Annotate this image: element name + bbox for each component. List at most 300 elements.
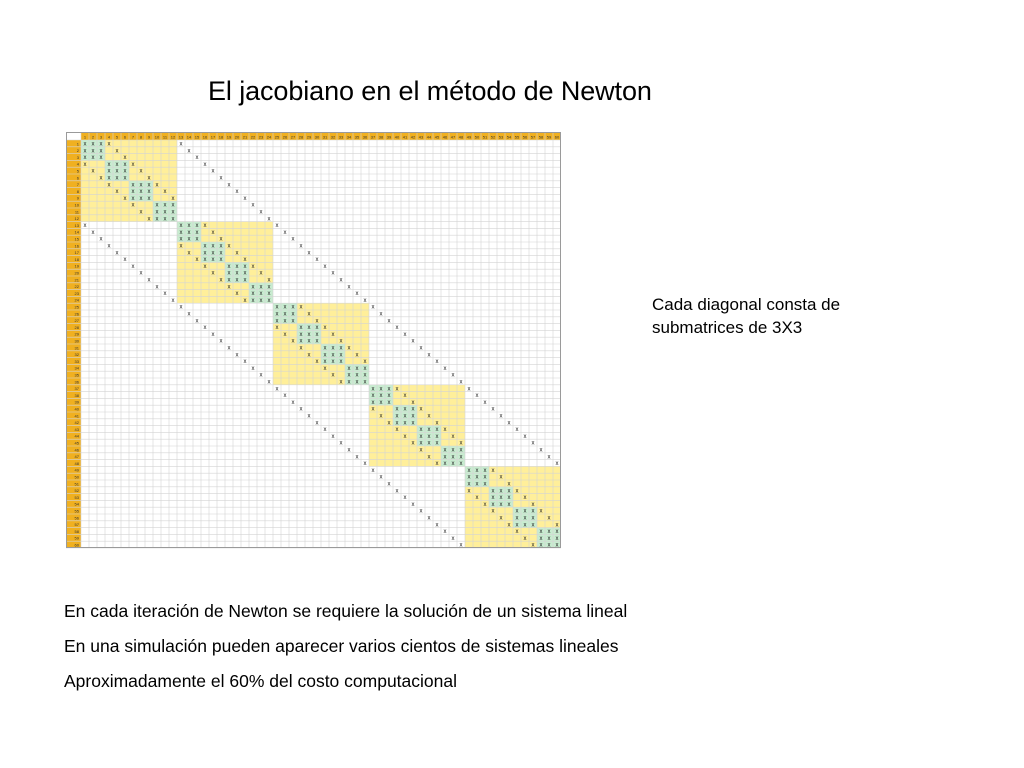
matrix-entry: x bbox=[515, 529, 519, 536]
matrix-entry: x bbox=[323, 263, 327, 270]
matrix-entry: x bbox=[227, 284, 231, 291]
matrix-entry: x bbox=[235, 277, 239, 284]
matrix-entry: x bbox=[507, 488, 511, 495]
row-index-label: 12 bbox=[74, 216, 79, 222]
column-index-label: 29 bbox=[306, 134, 312, 140]
matrix-entry: x bbox=[195, 318, 199, 325]
column-index-label: 20 bbox=[234, 134, 240, 140]
row-index-label: 5 bbox=[76, 168, 79, 174]
matrix-entry: x bbox=[355, 291, 359, 298]
matrix-entry: x bbox=[131, 161, 135, 168]
matrix-entry: x bbox=[139, 168, 143, 175]
matrix-entry: x bbox=[107, 175, 111, 182]
row-index-label: 47 bbox=[74, 454, 79, 460]
matrix-entry: x bbox=[475, 481, 479, 488]
matrix-entry: x bbox=[419, 433, 423, 440]
matrix-entry: x bbox=[467, 386, 471, 393]
matrix-entry: x bbox=[179, 229, 183, 236]
matrix-entry: x bbox=[195, 155, 199, 162]
matrix-entry: x bbox=[91, 148, 95, 155]
matrix-entry: x bbox=[395, 427, 399, 434]
side-note bbox=[652, 293, 912, 339]
matrix-entry: x bbox=[555, 542, 559, 549]
matrix-entry: x bbox=[363, 297, 367, 304]
matrix-entry: x bbox=[331, 372, 335, 379]
row-index-label: 21 bbox=[74, 277, 79, 283]
matrix-entry: x bbox=[355, 454, 359, 461]
matrix-entry: x bbox=[115, 175, 119, 182]
matrix-entry: x bbox=[491, 467, 495, 474]
matrix-entry: x bbox=[283, 393, 287, 400]
matrix-entry: x bbox=[523, 508, 527, 515]
matrix-entry: x bbox=[507, 522, 511, 529]
matrix-entry: x bbox=[251, 202, 255, 209]
matrix-entry: x bbox=[131, 202, 135, 209]
matrix-entry: x bbox=[83, 141, 87, 148]
matrix-entry: x bbox=[347, 345, 351, 352]
matrix-entry: x bbox=[555, 529, 559, 536]
matrix-entry: x bbox=[435, 420, 439, 427]
matrix-entry: x bbox=[531, 440, 535, 447]
matrix-entry: x bbox=[147, 182, 151, 189]
bullet-line-1: En cada iteración de Newton se requiere la solución de un sistema lineal bbox=[64, 601, 628, 621]
matrix-entry: x bbox=[523, 495, 527, 502]
matrix-entry: x bbox=[163, 202, 167, 209]
matrix-entry: x bbox=[363, 379, 367, 386]
matrix-entry: x bbox=[507, 495, 511, 502]
matrix-entry: x bbox=[371, 304, 375, 311]
matrix-entry: x bbox=[515, 522, 519, 529]
matrix-entry: x bbox=[291, 236, 295, 243]
row-index-label: 40 bbox=[74, 406, 79, 412]
jacobian-sparsity-grid bbox=[66, 132, 561, 552]
matrix-entry: x bbox=[323, 365, 327, 372]
matrix-entry: x bbox=[195, 229, 199, 236]
matrix-entry: x bbox=[91, 141, 95, 148]
matrix-entry: x bbox=[179, 236, 183, 243]
matrix-entry: x bbox=[515, 488, 519, 495]
matrix-entry: x bbox=[331, 345, 335, 352]
matrix-entry: x bbox=[395, 420, 399, 427]
matrix-entry: x bbox=[323, 427, 327, 434]
matrix-entry: x bbox=[339, 345, 343, 352]
column-index-label: 24 bbox=[266, 134, 272, 140]
row-index-label: 25 bbox=[74, 304, 79, 310]
matrix-entry: x bbox=[243, 277, 247, 284]
matrix-entry: x bbox=[379, 386, 383, 393]
matrix-entry: x bbox=[531, 515, 535, 522]
matrix-entry: x bbox=[251, 291, 255, 298]
matrix-entry: x bbox=[363, 359, 367, 366]
matrix-entry: x bbox=[459, 447, 463, 454]
matrix-entry: x bbox=[427, 515, 431, 522]
matrix-entry: x bbox=[195, 257, 199, 264]
matrix-entry: x bbox=[275, 325, 279, 332]
matrix-entry: x bbox=[547, 515, 551, 522]
matrix-entry: x bbox=[515, 427, 519, 434]
matrix-entry: x bbox=[155, 182, 159, 189]
matrix-entry: x bbox=[331, 270, 335, 277]
matrix-entry: x bbox=[315, 359, 319, 366]
matrix-entry: x bbox=[259, 297, 263, 304]
matrix-entry: x bbox=[299, 304, 303, 311]
column-index-label: 16 bbox=[202, 134, 208, 140]
matrix-entry: x bbox=[379, 474, 383, 481]
matrix-entry: x bbox=[315, 257, 319, 264]
matrix-entry: x bbox=[419, 406, 423, 413]
matrix-entry: x bbox=[147, 195, 151, 202]
matrix-entry: x bbox=[83, 223, 87, 230]
matrix-entry: x bbox=[91, 229, 95, 236]
column-index-label: 57 bbox=[530, 134, 536, 140]
matrix-entry: x bbox=[499, 495, 503, 502]
matrix-entry: x bbox=[91, 168, 95, 175]
matrix-entry: x bbox=[451, 535, 455, 542]
row-index-label: 31 bbox=[74, 345, 79, 351]
column-index-label: 47 bbox=[450, 134, 456, 140]
row-index-label: 29 bbox=[74, 331, 79, 337]
column-index-label: 31 bbox=[322, 134, 328, 140]
matrix-entry: x bbox=[99, 175, 103, 182]
matrix-entry: x bbox=[99, 155, 103, 162]
matrix-entry: x bbox=[203, 223, 207, 230]
bullet-line-3: Aproximadamente el 60% del costo computacional bbox=[64, 671, 457, 691]
matrix-entry: x bbox=[499, 413, 503, 420]
matrix-entry: x bbox=[483, 467, 487, 474]
matrix-entry: x bbox=[203, 161, 207, 168]
matrix-entry: x bbox=[403, 495, 407, 502]
matrix-entry: x bbox=[323, 325, 327, 332]
matrix-entry: x bbox=[195, 236, 199, 243]
matrix-entry: x bbox=[155, 216, 159, 223]
column-index-label: 3 bbox=[99, 134, 103, 140]
matrix-entry: x bbox=[291, 304, 295, 311]
row-index-label: 9 bbox=[76, 195, 79, 201]
column-index-label: 26 bbox=[282, 134, 288, 140]
matrix-entry: x bbox=[307, 338, 311, 345]
matrix-entry: x bbox=[475, 393, 479, 400]
matrix-entry: x bbox=[531, 501, 535, 508]
row-index-label: 55 bbox=[74, 508, 79, 514]
matrix-entry: x bbox=[99, 148, 103, 155]
matrix-entry: x bbox=[171, 195, 175, 202]
column-index-label: 14 bbox=[186, 134, 192, 140]
matrix-entry: x bbox=[419, 427, 423, 434]
matrix-entry: x bbox=[307, 325, 311, 332]
matrix-entry: x bbox=[411, 501, 415, 508]
matrix-entry: x bbox=[483, 501, 487, 508]
row-index-label: 19 bbox=[74, 263, 79, 269]
column-index-label: 18 bbox=[218, 134, 224, 140]
column-index-label: 51 bbox=[482, 134, 488, 140]
column-index-label: 45 bbox=[434, 134, 440, 140]
matrix-entry: x bbox=[371, 386, 375, 393]
matrix-entry: x bbox=[267, 277, 271, 284]
matrix-entry: x bbox=[115, 189, 119, 196]
matrix-entry: x bbox=[139, 270, 143, 277]
column-index-label: 60 bbox=[554, 134, 560, 140]
matrix-entry: x bbox=[115, 250, 119, 257]
matrix-entry: x bbox=[395, 406, 399, 413]
column-index-label: 5 bbox=[115, 134, 119, 140]
column-index-label: 52 bbox=[490, 134, 496, 140]
matrix-entry: x bbox=[99, 236, 103, 243]
row-index-label: 4 bbox=[76, 161, 79, 167]
matrix-entry: x bbox=[419, 447, 423, 454]
row-index-label: 41 bbox=[74, 413, 79, 419]
column-index-label: 17 bbox=[210, 134, 216, 140]
matrix-entry: x bbox=[123, 161, 127, 168]
matrix-entry: x bbox=[435, 433, 439, 440]
matrix-entry: x bbox=[515, 508, 519, 515]
matrix-entry: x bbox=[371, 467, 375, 474]
matrix-entry: x bbox=[211, 168, 215, 175]
matrix-entry: x bbox=[411, 406, 415, 413]
matrix-entry: x bbox=[179, 223, 183, 230]
matrix-entry: x bbox=[331, 359, 335, 366]
matrix-entry: x bbox=[307, 331, 311, 338]
matrix-entry: x bbox=[227, 270, 231, 277]
column-index-label: 8 bbox=[139, 134, 143, 140]
column-index-label: 27 bbox=[290, 134, 296, 140]
column-index-label: 48 bbox=[458, 134, 464, 140]
matrix-entry: x bbox=[267, 216, 271, 223]
column-index-label: 46 bbox=[442, 134, 448, 140]
matrix-entry: x bbox=[491, 488, 495, 495]
matrix-entry: x bbox=[291, 311, 295, 318]
row-index-label: 16 bbox=[74, 243, 79, 249]
column-index-label: 35 bbox=[354, 134, 360, 140]
matrix-entry: x bbox=[219, 250, 223, 257]
matrix-entry: x bbox=[499, 515, 503, 522]
matrix-entry: x bbox=[107, 243, 111, 250]
matrix-entry: x bbox=[451, 454, 455, 461]
matrix-entry: x bbox=[227, 243, 231, 250]
matrix-entry: x bbox=[339, 440, 343, 447]
row-index-label: 27 bbox=[74, 318, 79, 324]
matrix-entry: x bbox=[419, 345, 423, 352]
matrix-entry: x bbox=[315, 420, 319, 427]
matrix-entry: x bbox=[555, 461, 559, 468]
matrix-entry: x bbox=[363, 365, 367, 372]
row-index-label: 56 bbox=[74, 515, 79, 521]
side-note-line-2: submatrices de 3X3 bbox=[652, 318, 803, 337]
matrix-entry: x bbox=[451, 433, 455, 440]
matrix-entry: x bbox=[387, 318, 391, 325]
matrix-entry: x bbox=[115, 161, 119, 168]
matrix-entry: x bbox=[291, 318, 295, 325]
matrix-entry: x bbox=[267, 297, 271, 304]
matrix-entry: x bbox=[211, 270, 215, 277]
column-index-label: 33 bbox=[338, 134, 344, 140]
matrix-entry: x bbox=[299, 331, 303, 338]
row-index-label: 57 bbox=[74, 522, 79, 528]
matrix-entry: x bbox=[179, 304, 183, 311]
matrix-entry: x bbox=[467, 467, 471, 474]
matrix-entry: x bbox=[163, 189, 167, 196]
matrix-entry: x bbox=[203, 325, 207, 332]
matrix-entry: x bbox=[483, 481, 487, 488]
column-index-label: 9 bbox=[147, 134, 151, 140]
column-index-label: 43 bbox=[418, 134, 424, 140]
matrix-entry: x bbox=[307, 250, 311, 257]
matrix-entry: x bbox=[379, 311, 383, 318]
matrix-entry: x bbox=[379, 393, 383, 400]
matrix-entry: x bbox=[139, 195, 143, 202]
matrix-entry: x bbox=[531, 542, 535, 549]
matrix-entry: x bbox=[403, 413, 407, 420]
matrix-entry: x bbox=[203, 257, 207, 264]
row-index-label: 58 bbox=[74, 528, 79, 534]
matrix-entry: x bbox=[427, 413, 431, 420]
row-index-label: 54 bbox=[74, 501, 79, 507]
row-index-label: 53 bbox=[74, 494, 79, 500]
matrix-entry: x bbox=[219, 236, 223, 243]
row-index-label: 59 bbox=[74, 535, 79, 541]
column-index-label: 50 bbox=[474, 134, 480, 140]
matrix-entry: x bbox=[443, 454, 447, 461]
matrix-entry: x bbox=[379, 413, 383, 420]
matrix-entry: x bbox=[515, 515, 519, 522]
matrix-entry: x bbox=[355, 379, 359, 386]
matrix-entry: x bbox=[355, 352, 359, 359]
matrix-entry: x bbox=[451, 447, 455, 454]
matrix-entry: x bbox=[499, 474, 503, 481]
matrix-entry: x bbox=[395, 325, 399, 332]
matrix-entry: x bbox=[107, 161, 111, 168]
matrix-entry: x bbox=[411, 413, 415, 420]
matrix-entry: x bbox=[499, 501, 503, 508]
row-index-label: 38 bbox=[74, 392, 79, 398]
matrix-entry: x bbox=[283, 304, 287, 311]
matrix-entry: x bbox=[467, 481, 471, 488]
matrix-entry: x bbox=[83, 161, 87, 168]
row-index-label: 3 bbox=[76, 154, 79, 160]
matrix-entry: x bbox=[139, 182, 143, 189]
matrix-entry: x bbox=[387, 420, 391, 427]
column-index-label: 39 bbox=[386, 134, 392, 140]
column-index-label: 28 bbox=[298, 134, 304, 140]
matrix-entry: x bbox=[147, 189, 151, 196]
matrix-entry: x bbox=[219, 277, 223, 284]
column-index-label: 32 bbox=[330, 134, 336, 140]
matrix-entry: x bbox=[443, 427, 447, 434]
matrix-entry: x bbox=[331, 433, 335, 440]
matrix-entry: x bbox=[235, 291, 239, 298]
matrix-entry: x bbox=[387, 386, 391, 393]
matrix-entry: x bbox=[379, 399, 383, 406]
column-index-label: 38 bbox=[378, 134, 384, 140]
matrix-entry: x bbox=[163, 209, 167, 216]
matrix-entry: x bbox=[275, 386, 279, 393]
matrix-entry: x bbox=[283, 311, 287, 318]
matrix-entry: x bbox=[355, 365, 359, 372]
matrix-entry: x bbox=[171, 216, 175, 223]
matrix-entry: x bbox=[419, 508, 423, 515]
matrix-entry: x bbox=[123, 175, 127, 182]
matrix-entry: x bbox=[315, 318, 319, 325]
column-index-label: 10 bbox=[154, 134, 160, 140]
matrix-entry: x bbox=[395, 488, 399, 495]
matrix-entry: x bbox=[467, 488, 471, 495]
matrix-entry: x bbox=[187, 311, 191, 318]
row-index-label: 14 bbox=[74, 229, 79, 235]
matrix-entry: x bbox=[395, 413, 399, 420]
matrix-entry: x bbox=[323, 345, 327, 352]
matrix-entry: x bbox=[411, 399, 415, 406]
row-index-label: 32 bbox=[74, 352, 79, 358]
matrix-entry: x bbox=[427, 352, 431, 359]
matrix-entry: x bbox=[123, 155, 127, 162]
matrix-entry: x bbox=[491, 495, 495, 502]
matrix-entry: x bbox=[251, 297, 255, 304]
matrix-entry: x bbox=[435, 522, 439, 529]
matrix-entry: x bbox=[299, 243, 303, 250]
matrix-entry: x bbox=[355, 372, 359, 379]
matrix-entry: x bbox=[331, 331, 335, 338]
row-index-label: 1 bbox=[76, 141, 79, 147]
matrix-entry: x bbox=[435, 427, 439, 434]
matrix-entry: x bbox=[347, 284, 351, 291]
row-index-label: 23 bbox=[74, 290, 79, 296]
column-index-label: 44 bbox=[426, 134, 432, 140]
matrix-entry: x bbox=[523, 535, 527, 542]
matrix-entry: x bbox=[275, 311, 279, 318]
matrix-entry: x bbox=[411, 338, 415, 345]
matrix-entry: x bbox=[267, 379, 271, 386]
matrix-entry: x bbox=[291, 399, 295, 406]
row-index-label: 35 bbox=[74, 372, 79, 378]
column-index-label: 54 bbox=[506, 134, 512, 140]
matrix-entry: x bbox=[403, 406, 407, 413]
row-index-label: 42 bbox=[74, 420, 79, 426]
matrix-entry: x bbox=[139, 209, 143, 216]
matrix-entry: x bbox=[507, 481, 511, 488]
row-index-label: 24 bbox=[74, 297, 79, 303]
matrix-entry: x bbox=[419, 440, 423, 447]
matrix-entry: x bbox=[491, 406, 495, 413]
matrix-entry: x bbox=[259, 209, 263, 216]
matrix-entry: x bbox=[523, 433, 527, 440]
matrix-entry: x bbox=[491, 501, 495, 508]
row-index-label: 51 bbox=[74, 481, 79, 487]
matrix-entry: x bbox=[291, 338, 295, 345]
matrix-entry: x bbox=[187, 148, 191, 155]
matrix-entry: x bbox=[435, 461, 439, 468]
slide-title: El jacobiano en el método de Newton bbox=[208, 76, 652, 106]
row-index-label: 37 bbox=[74, 386, 79, 392]
matrix-entry: x bbox=[155, 202, 159, 209]
matrix-entry: x bbox=[347, 379, 351, 386]
matrix-entry: x bbox=[555, 535, 559, 542]
matrix-entry: x bbox=[155, 209, 159, 216]
matrix-entry: x bbox=[283, 229, 287, 236]
matrix-entry: x bbox=[451, 372, 455, 379]
column-index-label: 15 bbox=[194, 134, 200, 140]
matrix-entry: x bbox=[171, 202, 175, 209]
matrix-entry: x bbox=[259, 372, 263, 379]
matrix-entry: x bbox=[347, 372, 351, 379]
matrix-entry: x bbox=[547, 454, 551, 461]
matrix-entry: x bbox=[499, 488, 503, 495]
matrix-entry: x bbox=[91, 155, 95, 162]
matrix-entry: x bbox=[131, 263, 135, 270]
matrix-entry: x bbox=[299, 325, 303, 332]
matrix-entry: x bbox=[139, 189, 143, 196]
matrix-entry: x bbox=[395, 386, 399, 393]
row-index-label: 11 bbox=[74, 209, 79, 215]
matrix-entry: x bbox=[315, 325, 319, 332]
